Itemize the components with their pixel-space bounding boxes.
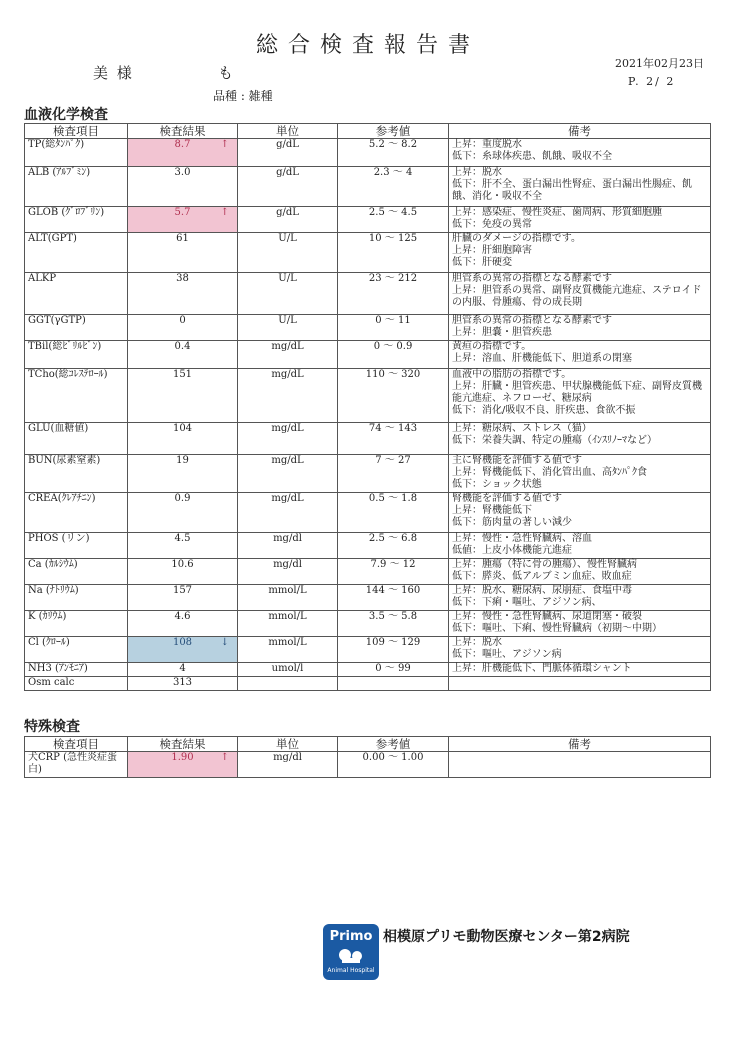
test-reference: 109 ～ 129 xyxy=(338,637,449,663)
test-unit: U/L xyxy=(238,273,338,315)
pet-silhouette-icon xyxy=(337,946,365,964)
test-item: GLOB (ｸﾞﾛﾌﾞﾘﾝ) xyxy=(25,207,128,233)
table-row xyxy=(25,533,711,559)
result-value: 4.6 xyxy=(174,611,191,622)
test-unit: mg/dL xyxy=(238,341,338,369)
test-reference: 144 ～ 160 xyxy=(338,585,449,611)
test-remarks: 上昇：糖尿病、ストレス（猫） 低下：栄養失調、特定の腫瘍（ｲﾝｽﾘﾉｰﾏなど） xyxy=(449,423,711,455)
patient-name-suffix: も xyxy=(218,64,234,82)
test-item: ALB (ｱﾙﾌﾞﾐﾝ) xyxy=(25,167,128,207)
test-item: CREA(ｸﾚｱﾁﾆﾝ) xyxy=(25,493,128,533)
test-reference: 7 ～ 27 xyxy=(338,455,449,493)
test-unit: mg/dL xyxy=(238,423,338,455)
test-reference: 110 ～ 320 xyxy=(338,369,449,423)
table-row xyxy=(25,493,711,533)
table-row xyxy=(25,315,711,341)
test-result xyxy=(128,637,238,663)
result-value: 10.6 xyxy=(171,559,194,570)
test-result xyxy=(128,273,238,315)
header-unit: 単位 xyxy=(238,124,338,139)
result-value: 4.5 xyxy=(174,533,191,544)
table-row xyxy=(25,207,711,233)
test-remarks: 上昇：慢性・急性腎臓病、溶血 低値：上皮小体機能亢進症 xyxy=(449,533,711,559)
test-item: PHOS (リン) xyxy=(25,533,128,559)
test-result xyxy=(128,559,238,585)
test-reference: 0 ～ 0.9 xyxy=(338,341,449,369)
test-reference: 0 ～ 99 xyxy=(338,663,449,677)
table-row xyxy=(25,752,711,778)
blood-chemistry-table xyxy=(24,123,711,691)
test-unit: mg/dL xyxy=(238,369,338,423)
test-remarks xyxy=(449,677,711,691)
test-unit: mg/dL xyxy=(238,455,338,493)
table-row xyxy=(25,369,711,423)
test-item: GGT(γGTP) xyxy=(25,315,128,341)
test-remarks: 上昇：腫瘍（特に骨の腫瘍）、慢性腎臓病 低下：膵炎、低アルブミン血症、敗血症 xyxy=(449,559,711,585)
test-result xyxy=(128,493,238,533)
test-unit: mg/dL xyxy=(238,493,338,533)
test-reference: 2.5 ～ 6.8 xyxy=(338,533,449,559)
test-remarks: 上昇：感染症、慢性炎症、歯周病、形質細胞腫 低下：免疫の異常 xyxy=(449,207,711,233)
test-reference: 74 ～ 143 xyxy=(338,423,449,455)
test-reference: 23 ～ 212 xyxy=(338,273,449,315)
special-section-title: 特殊検査 xyxy=(24,719,80,735)
header-reference: 参考値 xyxy=(338,737,449,752)
result-value: 0.4 xyxy=(174,341,191,352)
test-item: Na (ﾅﾄﾘｳﾑ) xyxy=(25,585,128,611)
result-value: 157 xyxy=(172,585,193,596)
table-row xyxy=(25,273,711,315)
header-unit: 単位 xyxy=(238,737,338,752)
arrow-down-icon: ↓ xyxy=(220,637,229,648)
header-reference: 参考値 xyxy=(338,124,449,139)
logo-subtext: Animal Hospital xyxy=(327,967,375,974)
test-unit: U/L xyxy=(238,315,338,341)
test-remarks: 胆管系の異常の指標となる酵素です 上昇：胆管系の異常、副腎皮質機能亢進症、ステロイドの内服、骨腫瘍、骨の成長期 xyxy=(449,273,711,315)
header-remarks: 備考 xyxy=(449,737,711,752)
report-date: 2021年02月23日 xyxy=(615,57,704,70)
test-remarks xyxy=(449,752,711,778)
test-remarks: 肝臓のダメージの指標です。 上昇：肝細胞障害 低下：肝硬変 xyxy=(449,233,711,273)
result-value: 0 xyxy=(179,315,186,326)
test-reference: 0.00 ～ 1.00 xyxy=(338,752,449,778)
test-item: TCho(総ｺﾚｽﾃﾛｰﾙ) xyxy=(25,369,128,423)
test-remarks: 上昇：重度脱水 低下：糸球体疾患、飢餓、吸収不全 xyxy=(449,139,711,167)
test-remarks: 上昇：慢性・急性腎臓病、尿道閉塞・破裂 低下：嘔吐、下痢、慢性腎臓病（初期～中期） xyxy=(449,611,711,637)
test-remarks: 胆管系の異常の指標となる酵素です 上昇：胆嚢・胆管疾患 xyxy=(449,315,711,341)
test-unit: g/dL xyxy=(238,167,338,207)
table-row xyxy=(25,677,711,691)
header-item: 検査項目 xyxy=(25,124,128,139)
breed-label: 品種 : 雑種 xyxy=(213,89,273,103)
logo-text: Primo xyxy=(329,929,373,944)
header-remarks: 備考 xyxy=(449,124,711,139)
result-value: 38 xyxy=(176,273,189,284)
test-item: K (ｶﾘｳﾑ) xyxy=(25,611,128,637)
special-header-row xyxy=(25,737,711,752)
test-item: TP(総ﾀﾝﾊﾟｸ) xyxy=(25,139,128,167)
result-value: 108 xyxy=(172,637,193,648)
special-test-table xyxy=(24,736,711,778)
header-result: 検査結果 xyxy=(128,124,238,139)
table-row xyxy=(25,233,711,273)
test-reference xyxy=(338,677,449,691)
test-reference: 0 ～ 11 xyxy=(338,315,449,341)
test-item: TBil(総ﾋﾞﾘﾙﾋﾞﾝ) xyxy=(25,341,128,369)
test-remarks: 血液中の脂肪の指標です。 上昇：肝臓・胆管疾患、甲状腺機能低下症、副腎皮質機能亢進症、ネフローゼ、糖尿病 低下：消化/吸収不良、肝疾患、食欲不振 xyxy=(449,369,711,423)
arrow-up-icon: ↑ xyxy=(220,207,229,218)
header-result: 検査結果 xyxy=(128,737,238,752)
table-row xyxy=(25,423,711,455)
test-reference: 2.3 ～ 4 xyxy=(338,167,449,207)
test-reference: 10 ～ 125 xyxy=(338,233,449,273)
test-unit: mg/dl xyxy=(238,752,338,778)
test-remarks: 上昇：脱水、糖尿病、尿崩症、食塩中毒 低下：下痢・嘔吐、アジソン病、 xyxy=(449,585,711,611)
result-value: 19 xyxy=(176,455,189,466)
patient-name: 美 様 xyxy=(93,64,134,82)
test-unit: mmol/L xyxy=(238,585,338,611)
test-item: NH3 (ｱﾝﾓﾆｱ) xyxy=(25,663,128,677)
page-number: P. 2/ 2 xyxy=(628,75,676,88)
test-result xyxy=(128,369,238,423)
table-row xyxy=(25,611,711,637)
test-result xyxy=(128,139,238,167)
test-result xyxy=(128,663,238,677)
test-item: BUN(尿素窒素) xyxy=(25,455,128,493)
result-value: 3.0 xyxy=(174,167,191,178)
table-row xyxy=(25,167,711,207)
test-remarks: 腎機能を評価する値です 上昇：腎機能低下 低下：筋肉量の著しい減少 xyxy=(449,493,711,533)
test-result xyxy=(128,752,238,778)
test-item: ALT(GPT) xyxy=(25,233,128,273)
blood-section-title: 血液化学検査 xyxy=(24,107,108,123)
test-unit: U/L xyxy=(238,233,338,273)
header-item: 検査項目 xyxy=(25,737,128,752)
test-unit: mmol/L xyxy=(238,637,338,663)
test-result xyxy=(128,341,238,369)
test-item: Osm calc xyxy=(25,677,128,691)
result-value: 313 xyxy=(172,677,193,688)
test-result xyxy=(128,167,238,207)
test-result xyxy=(128,677,238,691)
table-row xyxy=(25,585,711,611)
report-title: 総合検査報告書 xyxy=(255,33,480,58)
result-value: 5.7 xyxy=(174,207,191,218)
test-remarks: 黄疸の指標です。 上昇：溶血、肝機能低下、胆道系の閉塞 xyxy=(449,341,711,369)
test-unit: mg/dl xyxy=(238,559,338,585)
test-result xyxy=(128,207,238,233)
test-result xyxy=(128,455,238,493)
test-result xyxy=(128,585,238,611)
result-value: 151 xyxy=(172,369,193,380)
result-value: 104 xyxy=(172,423,193,434)
test-item: Cl (ｸﾛｰﾙ) xyxy=(25,637,128,663)
table-row xyxy=(25,341,711,369)
test-reference: 3.5 ～ 5.8 xyxy=(338,611,449,637)
test-remarks: 上昇：脱水 低下：嘔吐、アジソン病 xyxy=(449,637,711,663)
result-value: 61 xyxy=(176,233,189,244)
test-unit xyxy=(238,677,338,691)
test-item: Ca (ｶﾙｼｳﾑ) xyxy=(25,559,128,585)
test-unit: umol/l xyxy=(238,663,338,677)
test-unit: g/dL xyxy=(238,139,338,167)
table-row xyxy=(25,663,711,677)
test-item: 犬CRP (急性炎症蛋白) xyxy=(25,752,128,778)
test-reference: 2.5 ～ 4.5 xyxy=(338,207,449,233)
hospital-name: 相模原プリモ動物医療センター第2病院 xyxy=(383,929,630,945)
table-row xyxy=(25,139,711,167)
result-value: 4 xyxy=(179,663,186,674)
test-unit: mmol/L xyxy=(238,611,338,637)
table-row xyxy=(25,455,711,493)
test-unit: g/dL xyxy=(238,207,338,233)
test-remarks: 上昇：肝機能低下、門脈体循環シャント xyxy=(449,663,711,677)
test-item: GLU(血糖値) xyxy=(25,423,128,455)
test-reference: 5.2 ～ 8.2 xyxy=(338,139,449,167)
blood-header-row xyxy=(25,124,711,139)
arrow-up-icon: ↑ xyxy=(220,752,229,763)
table-row xyxy=(25,559,711,585)
test-reference: 0.5 ～ 1.8 xyxy=(338,493,449,533)
test-unit: mg/dl xyxy=(238,533,338,559)
test-result xyxy=(128,315,238,341)
test-result xyxy=(128,233,238,273)
test-item: ALKP xyxy=(25,273,128,315)
arrow-up-icon: ↑ xyxy=(220,139,229,150)
test-reference: 7.9 ～ 12 xyxy=(338,559,449,585)
table-row xyxy=(25,637,711,663)
test-result xyxy=(128,423,238,455)
test-remarks: 上昇：脱水 低下：肝不全、蛋白漏出性腎症、蛋白漏出性腸症、飢餓、消化・吸収不全 xyxy=(449,167,711,207)
result-value: 0.9 xyxy=(174,493,191,504)
test-result xyxy=(128,533,238,559)
result-value: 1.90 xyxy=(171,752,194,763)
result-value: 8.7 xyxy=(174,139,191,150)
test-remarks: 主に腎機能を評価する値です 上昇：腎機能低下、消化管出血、高ﾀﾝﾊﾟｸ食 低下：ショック状態 xyxy=(449,455,711,493)
test-result xyxy=(128,611,238,637)
